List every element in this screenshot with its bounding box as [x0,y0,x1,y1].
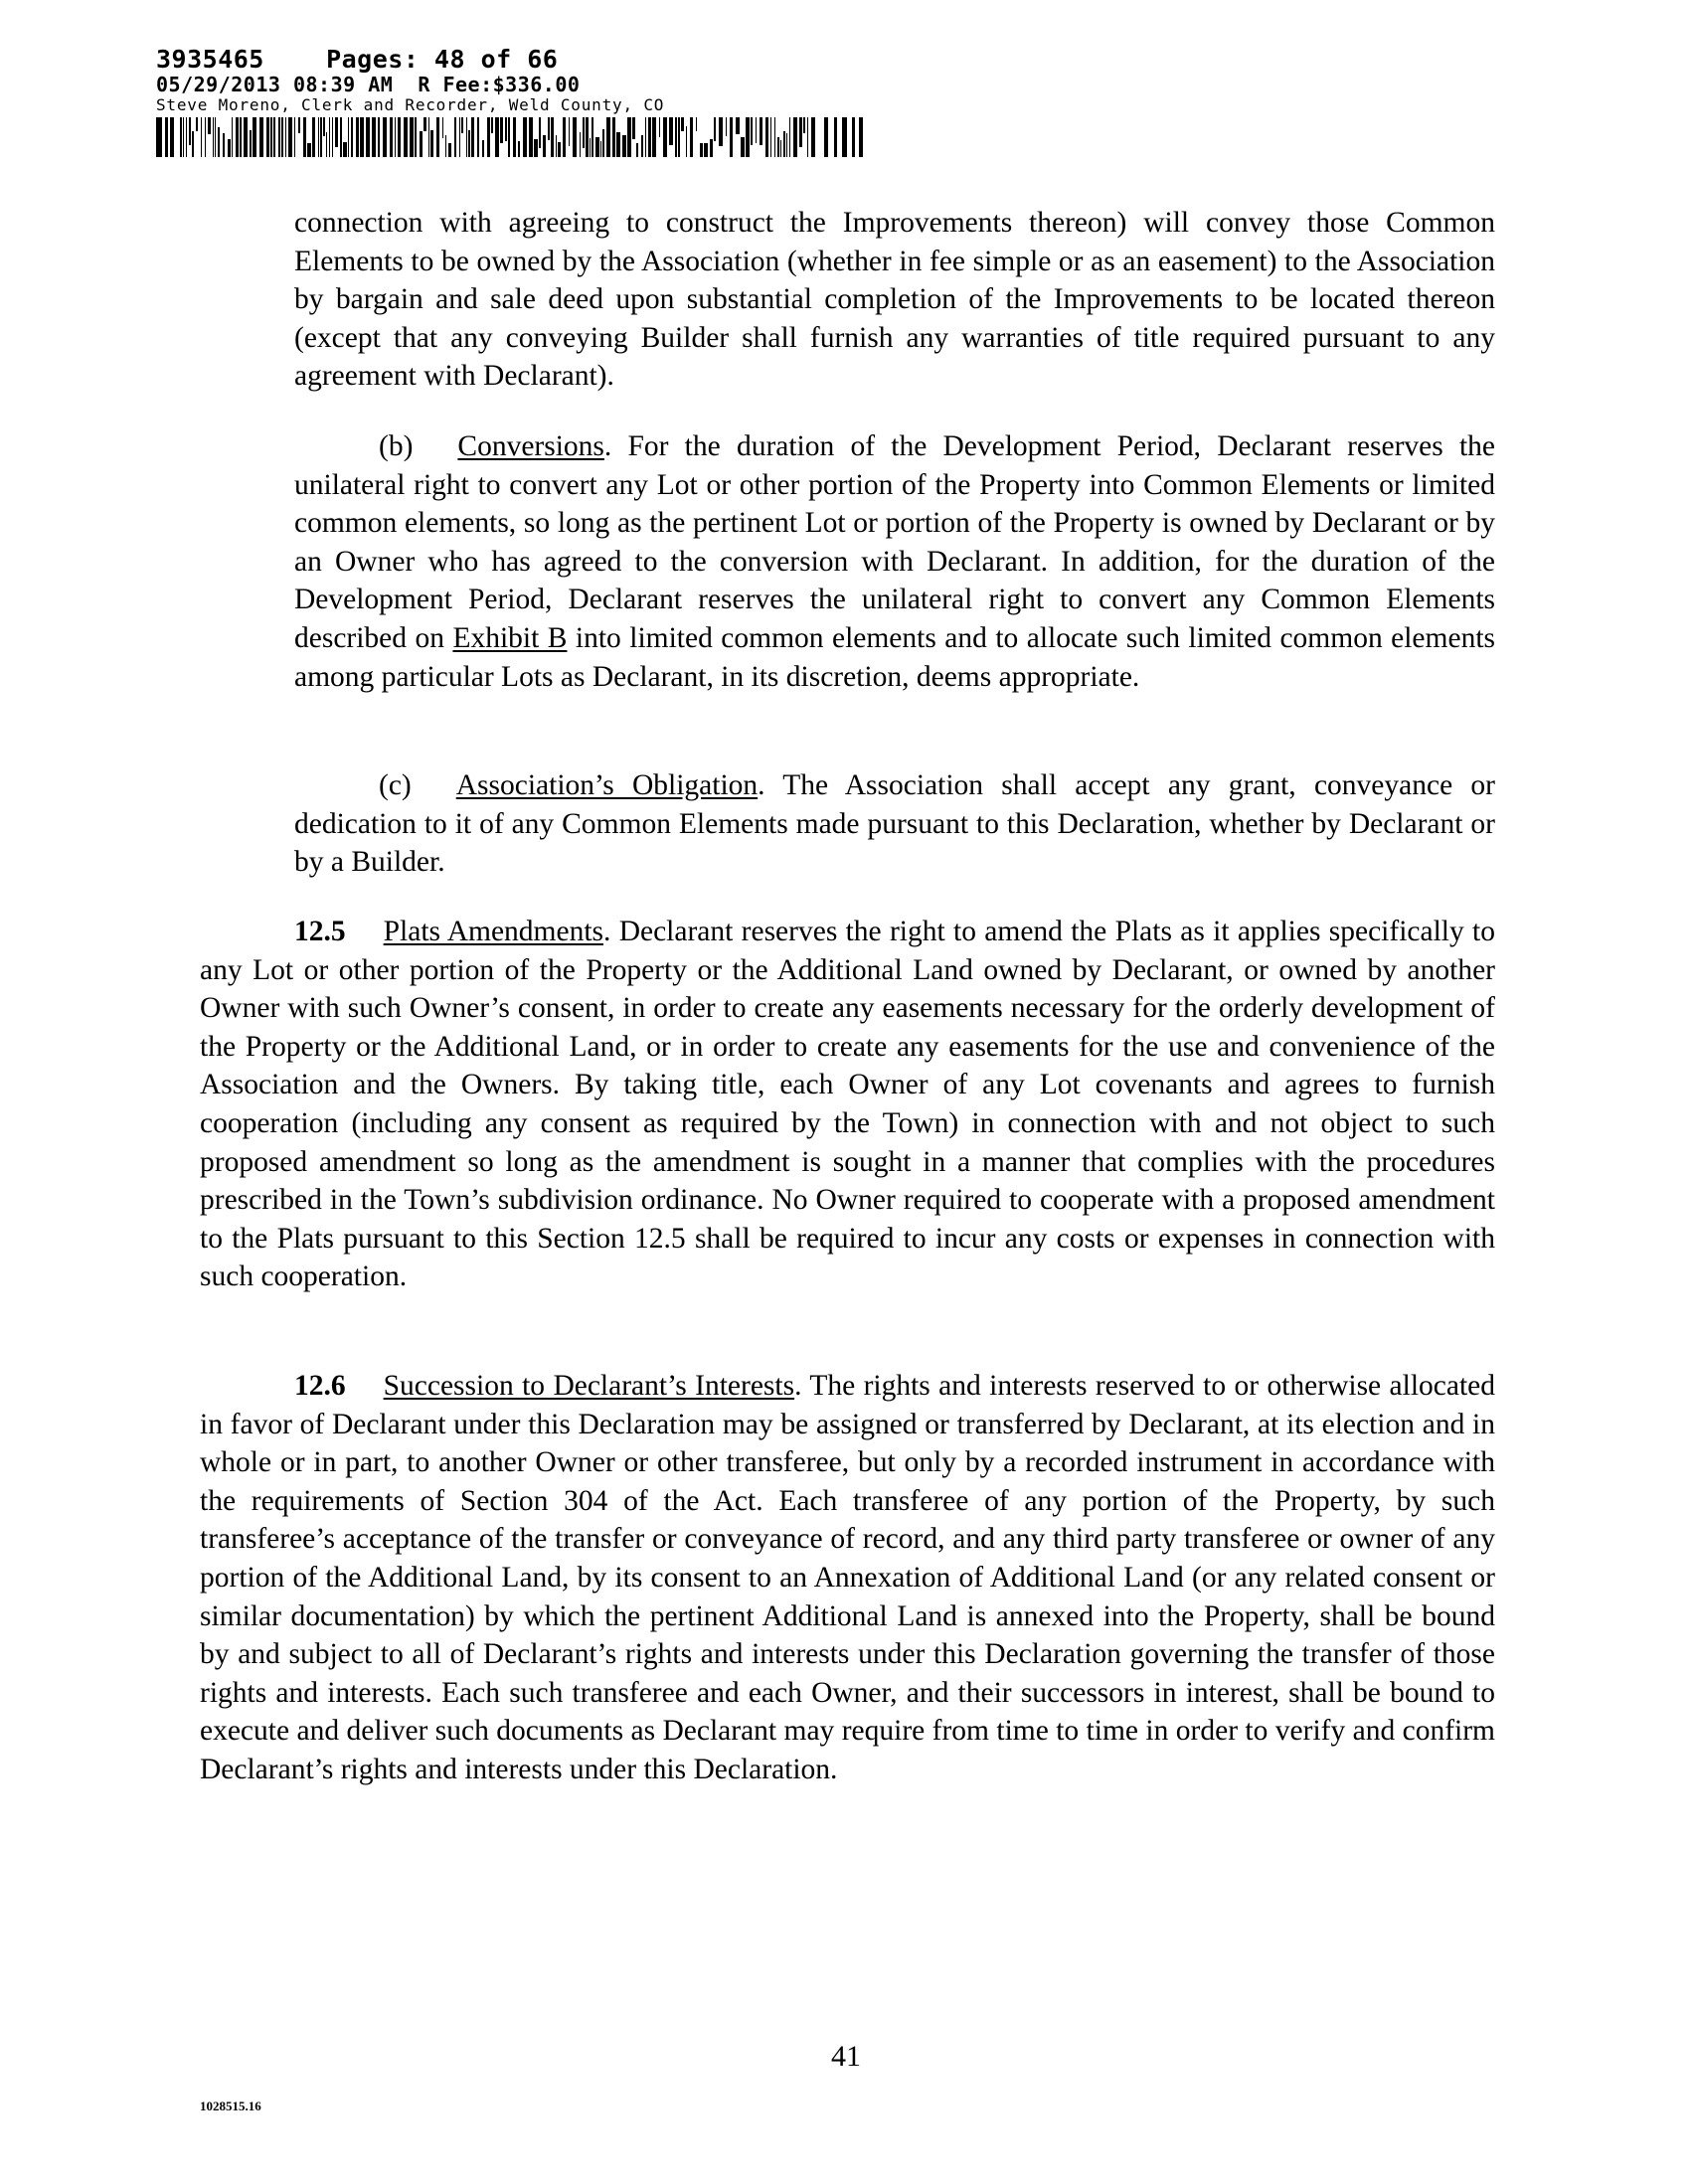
reception-number: 3935465 [156,45,264,74]
recording-stamp [156,46,664,114]
recording-line-2 [156,74,664,95]
section-12-5-heading: Plats Amendments [383,916,603,947]
paragraph-b-text-end: into limited common elements and to allocate such limited common elements among particular Lots as Declarant, in its discretion, deems appropriate. [294,621,1495,693]
section-12-6-heading: Succession to Declarant’s Interests [383,1370,795,1402]
paragraph-c-obligation [294,766,1495,882]
section-12-6-text: . The rights and interests reserved to or otherwise allocated in favor of Declarant under this Declaration may be assigned or transferred by Declarant, at its election and in whole or in part, to another Owner or other transferee, but only by a recorded instrument in accordance with the requirements of Section 304 of the Act. Each transferee of any portion of the Property, by such transferee’s acceptance of the transfer or conveyance of record, and any third party transferee or owner of any portion of the Additional Land, by its consent to an Annexation of Additional Land (or any related consent or similar documentation) by which the pertinent Additional Land is annexed into the Property, shall be bound by and subject to all of Declarant’s rights and interests under this Declaration governing the transfer of those rights and interests. Each such transferee and each Owner, and their successors in interest, shall be bound to execute and deliver such documents as Declarant may require from time to time in order to verify and confirm Declarant’s rights and interests under this Declaration. [200,1370,1495,1785]
recording-fee: R Fee:$336.00 [418,73,581,96]
paragraph-continuation: connection with agreeing to construct the Improvements thereon) will convey those Common Elements to be owned by the Association (whether in fee simple or as an easement) to the Association by bargain and sale deed upon substantial completion of the Improvements to be located thereon (except that any conveying Builder shall furnish any warranties of title required pursuant to any agreement with Declarant). [294,207,1495,393]
section-12-6-number: 12.6 [294,1370,346,1402]
section-12-5-number: 12.5 [294,916,346,947]
page-number: 41 [831,2040,861,2073]
recording-date-time: 05/29/2013 08:39 AM [156,73,394,96]
paragraph-b-text: . For the duration of the Development Period, Declarant reserves the unilateral right to convert any Lot or other portion of the Property into Common Elements or limited common elements, so long as the pertinent Lot or portion of the Property is owned by Declarant or by an Owner who has agreed to the conversion with Declarant. In addition, for the duration of the Development Period, Declarant reserves the unilateral right to convert any Common Elements described on [294,430,1495,654]
barcode-bars [156,117,863,157]
paragraph-c-text: . The Association shall accept any grant, conveyance or dedication to it of any Common Elements made pursuant to this Declaration, whether by Declarant or by a Builder. [294,769,1495,879]
paragraph-b-marker: (b) [379,430,414,462]
paragraph-b-heading: Conversions [457,430,604,462]
paragraph-b-conversions [294,427,1495,696]
section-12-6 [200,1367,1495,1789]
section-12-5 [200,913,1495,1296]
paragraph-c-heading: Association’s Obligation [455,769,759,801]
paragraph-c-marker: (c) [379,769,412,801]
recording-barcode [156,117,877,157]
pages-label: Pages: 48 of 66 [326,45,559,74]
recorder-name: Steve Moreno, Clerk and Recorder, Weld County, CO [156,95,665,114]
exhibit-b-reference: Exhibit B [452,621,568,654]
section-12-5-text: . Declarant reserves the right to amend the Plats as it applies specifically to any Lot or other portion of the Property or the Additional Land owned by Declarant, or owned by another Owner with such Owner’s consent, in order to create any easements necessary for the orderly development of the Property or the Additional Land, or in order to create any easements for the use and convenience of the Association and the Owners. By taking title, each Owner of any Lot covenants and agrees to furnish cooperation (including any consent as required by the Town) in connection with and not object to such proposed amendment so long as the amendment is sought in a manner that complies with the procedures prescribed in the Town’s subdivision ordinance. No Owner required to cooperate with a proposed amendment to the Plats pursuant to this Section 12.5 shall be required to incur any costs or expenses in connection with such cooperation. [200,916,1495,1293]
recording-line-1 [156,46,664,74]
document-id: 1028515.16 [200,2099,261,2113]
